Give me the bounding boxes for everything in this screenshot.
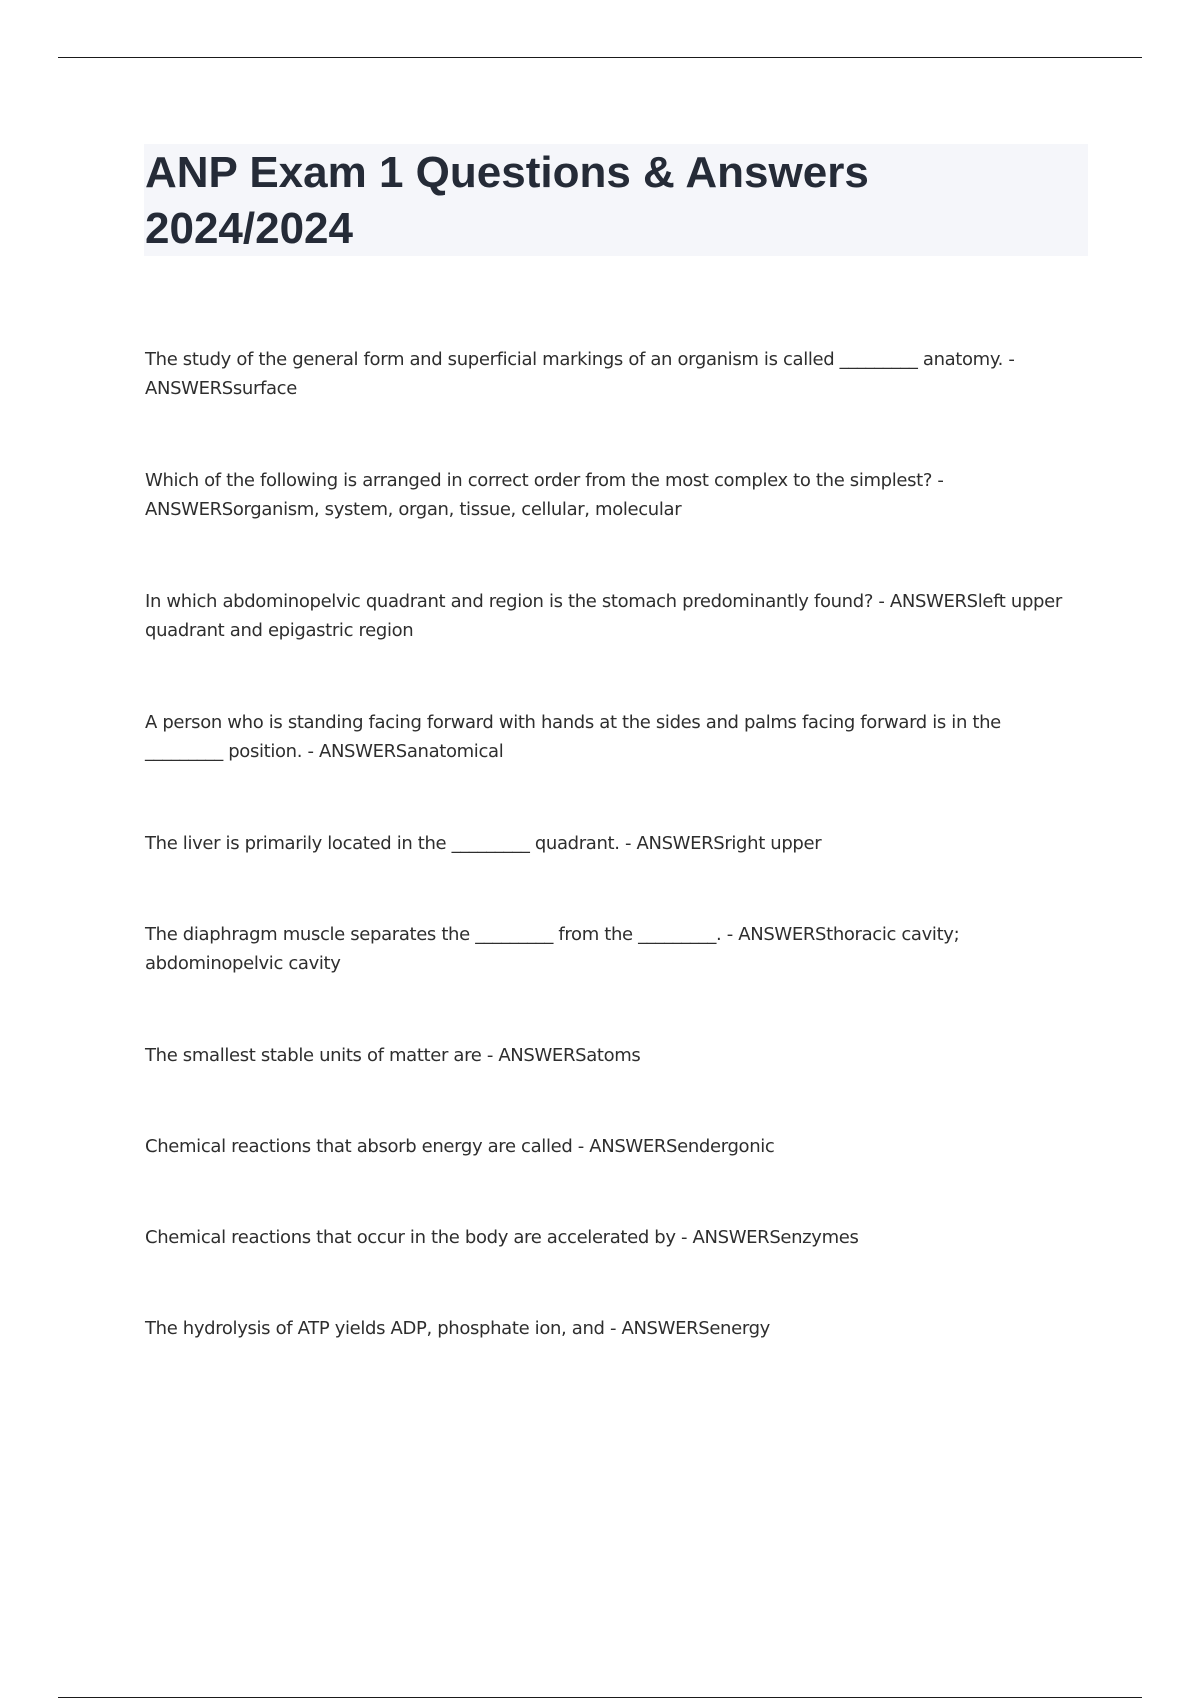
qa-item: Chemical reactions that absorb energy are called - ANSWERSendergonic: [145, 1136, 775, 1157]
page-title: ANP Exam 1 Questions & Answers 2024/2024: [145, 148, 869, 253]
qa-list: [145, 345, 1065, 1405]
qa-item: Which of the following is arranged in correct order from the most complex to the simplest? - ANSWERSorganism, system, organ, tissue, cellular, molecular: [145, 470, 944, 520]
qa-item: In which abdominopelvic quadrant and region is the stomach predominantly found? - ANSWERSleft upper quadrant and epigastric region: [145, 591, 1062, 641]
qa-item: The hydrolysis of ATP yields ADP, phosphate ion, and - ANSWERSenergy: [145, 1318, 770, 1339]
qa-item: The liver is primarily located in the _________ quadrant. - ANSWERSright upper: [145, 833, 822, 854]
qa-item: A person who is standing facing forward with hands at the sides and palms facing forward is in the _________ position. - ANSWERSanatomical: [145, 712, 1001, 762]
bottom-rule: [58, 1697, 1142, 1698]
qa-item: The diaphragm muscle separates the _________ from the _________. - ANSWERSthoracic cavity; abdominopelvic cavity: [145, 924, 960, 974]
top-rule: [58, 57, 1142, 58]
qa-item: The smallest stable units of matter are - ANSWERSatoms: [145, 1045, 641, 1066]
qa-item: The study of the general form and superficial markings of an organism is called _________ anatomy. - ANSWERSsurface: [145, 349, 1015, 399]
qa-item: Chemical reactions that occur in the body are accelerated by - ANSWERSenzymes: [145, 1227, 859, 1248]
